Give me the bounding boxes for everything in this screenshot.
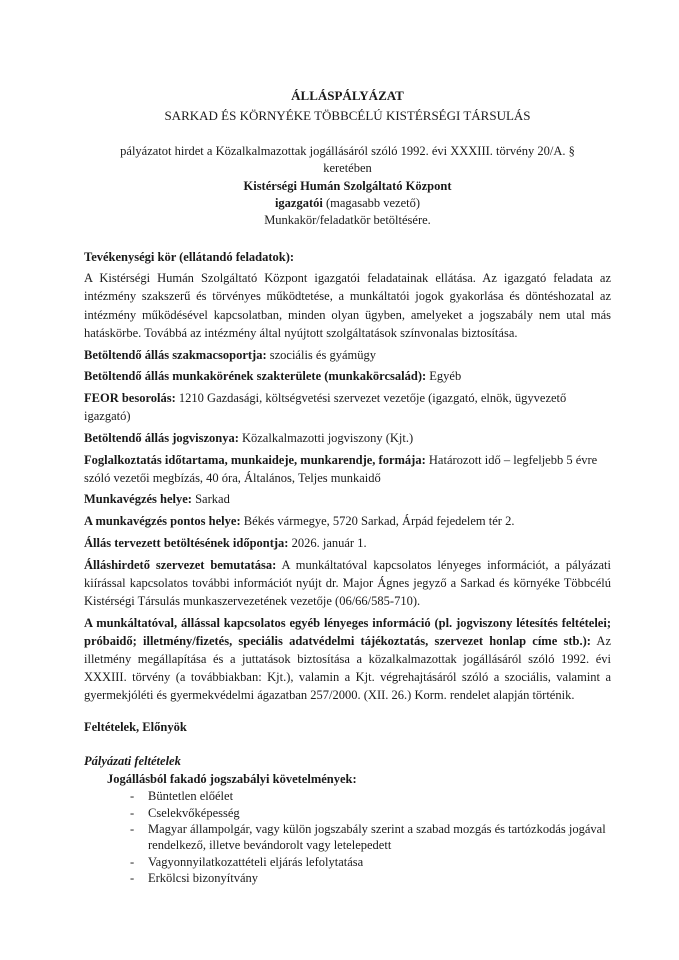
field-label: Betöltendő állás munkakörének szakterülete (munkakörcsalád):	[84, 369, 427, 384]
field-label: A munkavégzés pontos helye:	[84, 514, 241, 529]
heading-feltetelek-elonyok: Feltételek, Előnyök	[84, 719, 187, 734]
requirement-text: Erkölcsi bizonyítvány	[148, 871, 259, 886]
field-betoltes-idopontja	[84, 534, 611, 552]
field-label: Munkavégzés helye:	[84, 492, 192, 507]
bullet-dash: -	[130, 805, 135, 820]
field-value: 2026. január 1.	[291, 535, 367, 550]
field-egyeb-info	[84, 614, 611, 705]
field-value: Békés vármegye, 5720 Sarkad, Árpád fejedelem tér 2.	[243, 514, 515, 529]
bullet-dash: -	[130, 854, 135, 869]
field-value: Sarkad	[195, 492, 230, 507]
field-value: 1210 Gazdasági, költségvetési szervezet vezetője (igazgató, elnök, ügyvezető igazgató)	[84, 390, 567, 424]
field-jogviszony	[84, 429, 611, 447]
field-label: A munkáltatóval, állással kapcsolatos egyéb lényeges információ (pl. jogviszony létesítés feltételei; próbaidő; illetmény/fizetés, speciális adatvédelmi tájékoztatás, szervezet honlap címe stb.):	[84, 615, 611, 648]
requirement-item	[84, 805, 611, 821]
field-label: Foglalkoztatás időtartama, munkaideje, munkarendje, formája:	[84, 452, 426, 467]
requirements-list	[84, 788, 611, 886]
position-title: igazgatói	[274, 195, 323, 210]
requirement-text: Cselekvőképesség	[148, 805, 240, 820]
field-value: Határozott idő – legfeljebb 5 évre szóló vezetői megbízás, 40 óra, Általános, Teljes munkaidő	[84, 452, 598, 485]
field-label: Betöltendő állás szakmacsoportja:	[84, 347, 267, 362]
requirement-text: Magyar állampolgár, vagy külön jogszabály szerint a szabad mozgás és tartózkodás jogával rendelkező, illetve bevándorolt vagy letelepedett	[148, 822, 606, 853]
field-value: Közalkalmazotti jogviszony (Kjt.)	[241, 430, 414, 445]
intro-line-1: pályázatot hirdet a Közalkalmazottak jogállásáról szóló 1992. évi XXXIII. törvény 20/A. §	[120, 144, 575, 158]
institution-name: Kistérségi Humán Szolgáltató Központ	[243, 178, 452, 193]
field-bemutatas	[84, 556, 611, 611]
closing-line: Munkakör/feladatkör betöltésére.	[264, 213, 431, 228]
section-activity-label: Tevékenységi kör (ellátandó feladatok):	[84, 250, 295, 265]
field-value: Az illetmény megállapítása és a juttatások biztosítása a közalkalmazottak jogállásáról szóló 1992. évi XXXIII. törvény (a továbbiakban: Kjt.), valamin a Kjt. végrehajtásáról szóló a szociális, valamint a gyermekjóléti és gyermekvédelmi ágazatban 257/2000. (XII. 26.) Korm. rendelet alapján történik.	[84, 633, 611, 703]
requirement-text: Büntetlen előélet	[148, 789, 234, 804]
position-line	[84, 195, 611, 212]
section-activity-text: A Kistérségi Humán Szolgáltató Központ igazgatói feladatainak ellátása. Az igazgató feladata az intézmény szakszerű és törvényes működtetése, a munkáltatói jogok gyakorlása és döntéshozatal az intézmény működésével kapcsolatban, minden olyan ügyben, amelyeket a jogszabály nem utal más hatáskörbe. Továbbá az intézmény által nyújtott szolgáltatások színvonalas biztosítása.	[84, 271, 611, 340]
position-note: (magasabb vezető)	[325, 195, 421, 210]
field-szakterulet	[84, 367, 611, 385]
requirement-item	[84, 854, 611, 870]
heading-palyazati-feltetelek: Pályázati feltételek	[84, 753, 181, 768]
field-value: szociális és gyámügy	[269, 347, 376, 362]
bullet-dash: -	[130, 789, 135, 804]
requirement-item	[84, 821, 611, 854]
field-pontos-hely	[84, 512, 611, 530]
field-foglalkoztatas	[84, 451, 611, 487]
heading-jogallasbol: Jogállásból fakadó jogszabályi követelmények:	[107, 772, 357, 787]
requirement-text: Vagyonnyilatkozattételi eljárás lefolytatása	[148, 854, 364, 869]
field-label: FEOR besorolás:	[84, 390, 176, 405]
intro-line-2: keretében	[323, 161, 372, 176]
field-label: Álláshirdető szervezet bemutatása:	[84, 557, 277, 572]
field-szakmacsoport	[84, 346, 611, 364]
field-munkavegzes-helye	[84, 490, 611, 508]
requirement-item	[84, 870, 611, 886]
field-label: Állás tervezett betöltésének időpontja:	[84, 535, 289, 550]
bullet-dash: -	[130, 822, 135, 837]
field-label: Betöltendő állás jogviszonya:	[84, 430, 239, 445]
requirement-item	[84, 788, 611, 804]
intro-block	[84, 143, 611, 229]
field-feor	[84, 389, 611, 425]
document-title: ÁLLÁSPÁLYÁZAT	[291, 88, 404, 103]
field-value: A munkáltatóval kapcsolatos lényeges információt, a pályázati kiírással kapcsolatos további információt nyújt dr. Major Ágnes jegyző a Sarkad és környéke Többcélú Kistérségi Társulás munkaszervezetének vezetője (06/66/585-710).	[84, 557, 611, 608]
organization-name: SARKAD ÉS KÖRNYÉKE TÖBBCÉLÚ KISTÉRSÉGI TÁRSULÁS	[164, 108, 531, 123]
field-value: Egyéb	[429, 369, 462, 384]
bullet-dash: -	[130, 871, 135, 886]
